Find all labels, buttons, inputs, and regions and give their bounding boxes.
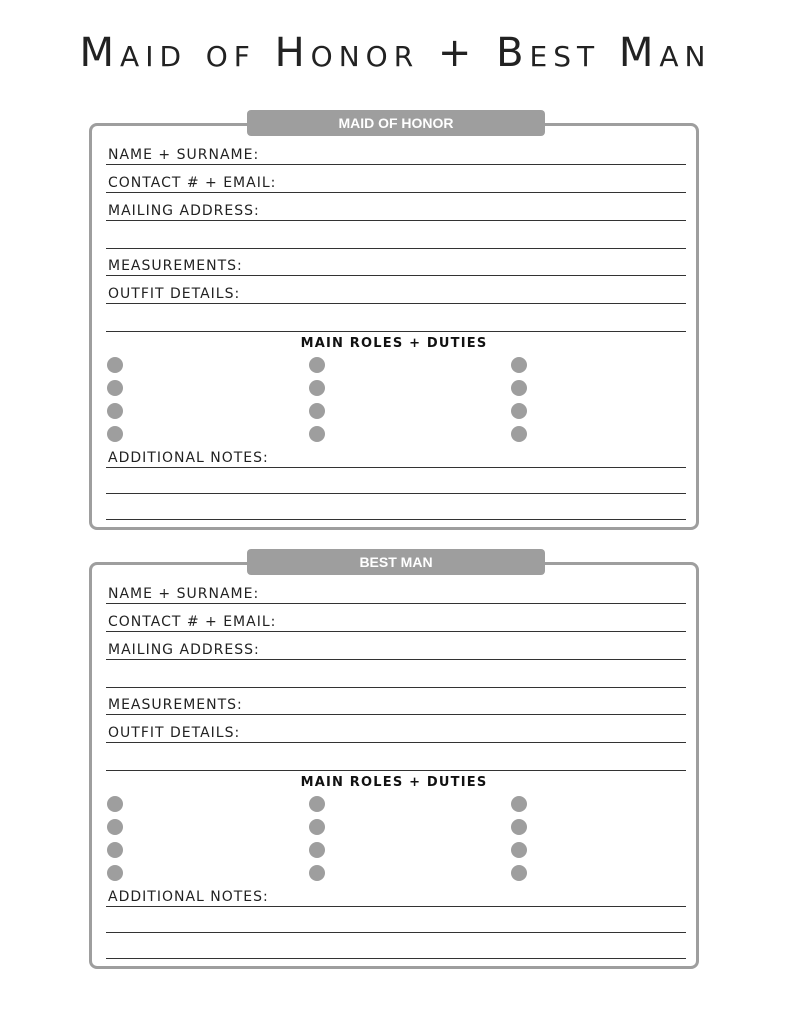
additional-notes-field[interactable]: [106, 450, 686, 468]
section-tab: BEST MAN: [247, 549, 545, 575]
field-label: OUTFIT DETAILS:: [108, 286, 241, 302]
duty-bullet: [511, 842, 527, 858]
field-label: ADDITIONAL NOTES:: [108, 450, 269, 466]
notes-line[interactable]: [106, 958, 686, 959]
field-label: OUTFIT DETAILS:: [108, 725, 241, 741]
duty-bullet: [107, 403, 123, 419]
name-surname-field[interactable]: [106, 586, 686, 604]
measurements-field[interactable]: [106, 697, 686, 715]
outfit-details-line-2[interactable]: [106, 331, 686, 332]
roles-heading: MAIN ROLES + DUTIES: [300, 775, 488, 790]
duty-bullet: [309, 796, 325, 812]
field-label: ADDITIONAL NOTES:: [108, 889, 269, 905]
field-label: CONTACT # + EMAIL:: [108, 175, 277, 191]
contact-email-field[interactable]: [106, 175, 686, 193]
field-label: MEASUREMENTS:: [108, 258, 243, 274]
duty-bullet: [309, 357, 325, 373]
duty-bullet: [107, 380, 123, 396]
duty-bullet: [107, 842, 123, 858]
measurements-field[interactable]: [106, 258, 686, 276]
outfit-details-field[interactable]: [106, 725, 686, 743]
duty-bullet: [107, 865, 123, 881]
field-label: MAILING ADDRESS:: [108, 203, 260, 219]
duty-bullet: [309, 865, 325, 881]
mailing-address-field[interactable]: [106, 203, 686, 221]
maid-of-honor-section: [89, 115, 699, 530]
roles-heading: MAIN ROLES + DUTIES: [300, 336, 488, 351]
duty-bullet: [511, 426, 527, 442]
name-surname-field[interactable]: [106, 147, 686, 165]
mailing-address-line-2[interactable]: [106, 248, 686, 249]
field-label: NAME + SURNAME:: [108, 586, 260, 602]
mailing-address-field[interactable]: [106, 642, 686, 660]
section-tab: MAID OF HONOR: [247, 110, 545, 136]
duty-bullet: [511, 865, 527, 881]
duty-bullet: [107, 819, 123, 835]
field-label: MEASUREMENTS:: [108, 697, 243, 713]
page-title: Maid of Honor + Best Man: [79, 30, 712, 76]
notes-line[interactable]: [106, 519, 686, 520]
additional-notes-field[interactable]: [106, 889, 686, 907]
best-man-section: [89, 554, 699, 969]
field-label: NAME + SURNAME:: [108, 147, 260, 163]
duty-bullet: [511, 819, 527, 835]
duty-bullet: [511, 403, 527, 419]
mailing-address-line-2[interactable]: [106, 687, 686, 688]
duty-bullet: [107, 357, 123, 373]
notes-line[interactable]: [106, 932, 686, 933]
duty-bullet: [309, 403, 325, 419]
duty-bullet: [107, 796, 123, 812]
duty-bullet: [511, 380, 527, 396]
field-label: CONTACT # + EMAIL:: [108, 614, 277, 630]
duty-bullet: [309, 819, 325, 835]
duty-bullet: [309, 426, 325, 442]
duty-bullet: [309, 380, 325, 396]
outfit-details-line-2[interactable]: [106, 770, 686, 771]
outfit-details-field[interactable]: [106, 286, 686, 304]
duty-bullet: [309, 842, 325, 858]
duty-bullet: [107, 426, 123, 442]
duty-bullet: [511, 796, 527, 812]
field-label: MAILING ADDRESS:: [108, 642, 260, 658]
notes-line[interactable]: [106, 493, 686, 494]
duty-bullet: [511, 357, 527, 373]
contact-email-field[interactable]: [106, 614, 686, 632]
